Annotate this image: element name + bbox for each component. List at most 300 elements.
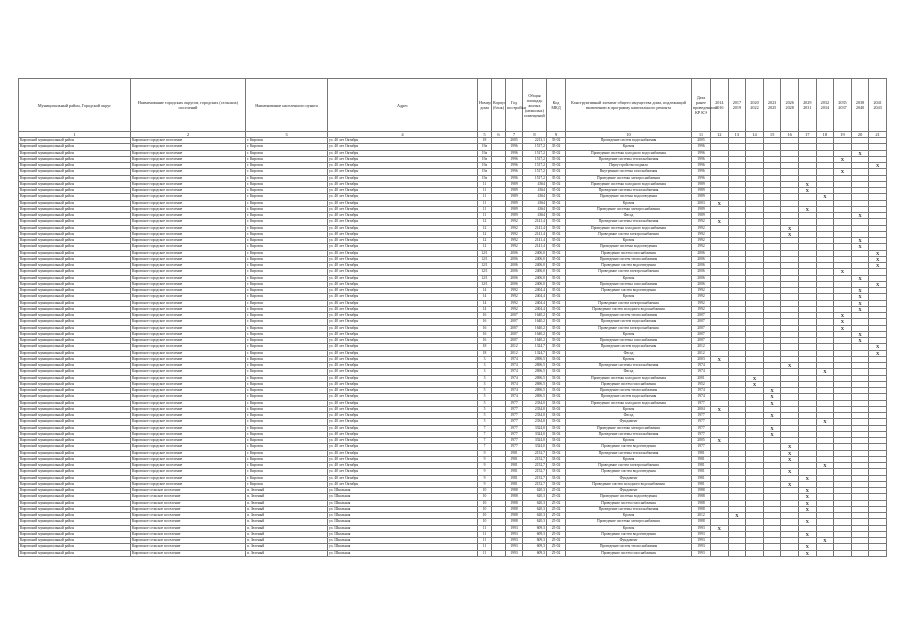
element-cell: Проведение системы теплоснабжения — [566, 188, 692, 194]
area-cell: 2406,0 — [523, 256, 547, 262]
settlement-cell: Кировское сельское поселение — [131, 500, 246, 506]
prev-repair-date-cell: 2007 — [692, 331, 711, 337]
area-cell: 4364 — [523, 194, 547, 200]
prev-repair-date-cell: 1992 — [692, 306, 711, 312]
house-number-cell: 14 — [478, 294, 492, 300]
mkd-code-cell: 35-02 — [547, 231, 566, 237]
column-header-7: Год постройки — [506, 79, 523, 132]
address-cell: ул. 40 лет Октября — [328, 356, 478, 362]
element-cell: Фасад — [566, 213, 692, 219]
settlement-cell: Кировское городское поселение — [131, 194, 246, 200]
address-cell: ул. 40 лет Октября — [328, 200, 478, 206]
area-cell: 620,3 — [523, 513, 547, 519]
element-cell: Проведение системы теплоснабжения — [566, 156, 692, 162]
settlement-cell: Кировское городское поселение — [131, 263, 246, 269]
element-cell: Проведение системы холодного водоснабжения — [566, 225, 692, 231]
element-cell: Проведение систем теплоснабжения — [566, 256, 692, 262]
mkd-code-cell: 33-02 — [547, 381, 566, 387]
settlement-cell: Кировское городское поселение — [131, 206, 246, 212]
period-cell: X — [798, 181, 816, 187]
house-number-cell: 11 — [478, 213, 492, 219]
period-cell: X — [851, 300, 869, 306]
period-cell — [851, 550, 869, 556]
column-header-6: Корпус (блок) — [492, 79, 506, 132]
mkd-code-cell: 25-02 — [547, 519, 566, 525]
build-year-cell: 2007 — [506, 325, 523, 331]
mkd-code-cell: 33-02 — [547, 356, 566, 362]
settlement-cell: Кировское сельское поселение — [131, 544, 246, 550]
area-cell: 2406,0 — [523, 250, 547, 256]
district-cell: Кировский муниципальный район — [19, 213, 131, 219]
area-cell: 1517,2 — [523, 156, 547, 162]
locality-cell: г. Кировск — [246, 263, 328, 269]
house-number-cell: 19а — [478, 163, 492, 169]
district-cell: Кировский муниципальный район — [19, 550, 131, 556]
table-body — [19, 138, 887, 557]
mkd-code-cell: 25-02 — [547, 494, 566, 500]
mkd-code-cell: 33-02 — [547, 438, 566, 444]
settlement-cell: Кировское городское поселение — [131, 431, 246, 437]
element-cell: Проведение системы теплоснабжения — [566, 219, 692, 225]
build-year-cell: 2006 — [506, 250, 523, 256]
mkd-code-cell: 33-02 — [547, 406, 566, 412]
build-year-cell: 1981 — [506, 450, 523, 456]
build-year-cell: 1992 — [506, 288, 523, 294]
column-header-19: 2035 2037 — [834, 79, 852, 132]
build-year-cell: 1974 — [506, 394, 523, 400]
element-cell: Проведение систем водоотведения — [566, 469, 692, 475]
house-number-cell: 11 — [478, 538, 492, 544]
address-cell: ул. 40 лет Октября — [328, 163, 478, 169]
build-year-cell: 1977 — [506, 419, 523, 425]
build-year-cell: 2012 — [506, 344, 523, 350]
locality-cell: г. Кировск — [246, 288, 328, 294]
address-cell: ул. 40 лет Октября — [328, 269, 478, 275]
mkd-code-cell: 35-02 — [547, 338, 566, 344]
building-block-cell — [492, 550, 506, 556]
area-cell: 2696,5 — [523, 394, 547, 400]
locality-cell: г. Кировск — [246, 181, 328, 187]
period-cell — [728, 550, 746, 556]
district-cell: Кировский муниципальный район — [19, 163, 131, 169]
period-cell: X — [834, 325, 852, 331]
element-cell: Проведение системы холодного водоснабжения — [566, 400, 692, 406]
build-year-cell: 2007 — [506, 331, 523, 337]
district-cell: Кировский муниципальный район — [19, 150, 131, 156]
column-number: 8 — [523, 132, 547, 138]
period-cell: X — [798, 544, 816, 550]
locality-cell: г. Кировск — [246, 200, 328, 206]
mkd-code-cell: 35-02 — [547, 281, 566, 287]
area-cell: 3324,0 — [523, 444, 547, 450]
house-number-cell: 9 — [478, 469, 492, 475]
address-cell: ул. 40 лет Октября — [328, 144, 478, 150]
house-number-cell: 18 — [478, 344, 492, 350]
prev-repair-date-cell: 2001 — [692, 375, 711, 381]
mkd-code-cell: 33-02 — [547, 431, 566, 437]
house-number-cell: 3 — [478, 356, 492, 362]
area-cell: 2334,0 — [523, 419, 547, 425]
period-cell: X — [851, 306, 869, 312]
district-cell: Кировский муниципальный район — [19, 363, 131, 369]
mkd-code-cell: 35-02 — [547, 150, 566, 156]
mkd-code-cell: 25-02 — [547, 525, 566, 531]
locality-cell: г. Кировск — [246, 219, 328, 225]
address-cell: ул. 40 лет Октября — [328, 319, 478, 325]
area-cell: 4364 — [523, 200, 547, 206]
area-cell: 3324,0 — [523, 438, 547, 444]
build-year-cell: 1981 — [506, 481, 523, 487]
house-number-cell: 14 — [478, 306, 492, 312]
column-number: 9 — [547, 132, 566, 138]
prev-repair-date-cell: 2003 — [692, 356, 711, 362]
address-cell: ул. 40 лет Октября — [328, 181, 478, 187]
period-cell: X — [869, 250, 887, 256]
prev-repair-date-cell: 1989 — [692, 213, 711, 219]
locality-cell: г. Кировск — [246, 356, 328, 362]
build-year-cell: 2006 — [506, 269, 523, 275]
mkd-code-cell: 35-02 — [547, 313, 566, 319]
district-cell: Кировский муниципальный район — [19, 413, 131, 419]
settlement-cell: Кировское городское поселение — [131, 300, 246, 306]
house-number-cell: 14 — [478, 300, 492, 306]
build-year-cell: 1988 — [506, 519, 523, 525]
area-cell: 2152,7 — [523, 475, 547, 481]
settlement-cell: Кировское городское поселение — [131, 469, 246, 475]
period-cell: X — [851, 294, 869, 300]
address-cell: ул. 40 лет Октября — [328, 206, 478, 212]
house-number-cell: 11 — [478, 181, 492, 187]
address-cell: ул. 40 лет Октября — [328, 213, 478, 219]
period-cell: X — [834, 319, 852, 325]
area-cell: 2152,7 — [523, 481, 547, 487]
column-number: 2 — [131, 132, 246, 138]
element-cell: Проведение систем электроснабжения — [566, 325, 692, 331]
prev-repair-date-cell: 1993 — [692, 544, 711, 550]
house-number-cell: 5 — [478, 406, 492, 412]
prev-repair-date-cell: 2006 — [692, 250, 711, 256]
settlement-cell: Кировское городское поселение — [131, 463, 246, 469]
mkd-code-cell: 33-02 — [547, 419, 566, 425]
area-cell: 1517,2 — [523, 144, 547, 150]
district-cell: Кировский муниципальный район — [19, 300, 131, 306]
locality-cell: п. Зеленый — [246, 544, 328, 550]
build-year-cell: 1993 — [506, 525, 523, 531]
build-year-cell: 1974 — [506, 388, 523, 394]
mkd-code-cell: 35-02 — [547, 275, 566, 281]
area-cell: 1640,2 — [523, 319, 547, 325]
district-cell: Кировский муниципальный район — [19, 500, 131, 506]
address-cell: ул. Школьная — [328, 544, 478, 550]
area-cell: 3324,0 — [523, 431, 547, 437]
mkd-code-cell: 35-02 — [547, 206, 566, 212]
period-cell: X — [711, 438, 729, 444]
mkd-code-cell: 35-02 — [547, 344, 566, 350]
element-cell: Проведение системы электроснабжения — [566, 519, 692, 525]
prev-repair-date-cell: 2005 — [692, 138, 711, 144]
district-cell: Кировский муниципальный район — [19, 219, 131, 225]
build-year-cell: 2012 — [506, 350, 523, 356]
column-number: 4 — [328, 132, 478, 138]
district-cell: Кировский муниципальный район — [19, 244, 131, 250]
area-cell: 2141,4 — [523, 225, 547, 231]
address-cell: ул. 40 лет Октября — [328, 481, 478, 487]
address-cell: ул. Школьная — [328, 519, 478, 525]
district-cell: Кировский муниципальный район — [19, 156, 131, 162]
mkd-code-cell: 35-02 — [547, 250, 566, 256]
prev-repair-date-cell: 1992 — [692, 225, 711, 231]
period-cell: X — [711, 200, 729, 206]
element-cell: Проведение систем электроснабжения — [566, 300, 692, 306]
settlement-cell: Кировское городское поселение — [131, 338, 246, 344]
district-cell: Кировский муниципальный район — [19, 250, 131, 256]
period-cell: X — [798, 506, 816, 512]
settlement-cell: Кировское городское поселение — [131, 450, 246, 456]
district-cell: Кировский муниципальный район — [19, 269, 131, 275]
settlement-cell: Кировское сельское поселение — [131, 538, 246, 544]
build-year-cell: 1993 — [506, 550, 523, 556]
build-year-cell: 1977 — [506, 400, 523, 406]
period-cell: X — [851, 238, 869, 244]
build-year-cell: 1989 — [506, 188, 523, 194]
prev-repair-date-cell: 1989 — [692, 194, 711, 200]
area-cell: 620,3 — [523, 494, 547, 500]
prev-repair-date-cell: 1977 — [692, 400, 711, 406]
period-cell — [763, 550, 781, 556]
period-cell: X — [869, 344, 887, 350]
settlement-cell: Кировское городское поселение — [131, 275, 246, 281]
district-cell: Кировский муниципальный район — [19, 481, 131, 487]
district-cell: Кировский муниципальный район — [19, 506, 131, 512]
column-header-3: Наименование населенного пункта — [246, 79, 328, 132]
prev-repair-date-cell: 1988 — [692, 519, 711, 525]
build-year-cell: 1989 — [506, 194, 523, 200]
settlement-cell: Кировское городское поселение — [131, 288, 246, 294]
mkd-code-cell: 35-02 — [547, 156, 566, 162]
build-year-cell: 1992 — [506, 225, 523, 231]
prev-repair-date-cell: 1996 — [692, 175, 711, 181]
period-cell: X — [798, 206, 816, 212]
prev-repair-date-cell: 1988 — [692, 506, 711, 512]
address-cell: ул. 40 лет Октября — [328, 175, 478, 181]
prev-repair-date-cell: 1977 — [692, 413, 711, 419]
area-cell: 4364 — [523, 188, 547, 194]
period-cell: X — [798, 488, 816, 494]
period-cell: X — [816, 463, 834, 469]
address-cell: ул. 40 лет Октября — [328, 463, 478, 469]
settlement-cell: Кировское городское поселение — [131, 281, 246, 287]
house-number-cell: 12 — [478, 238, 492, 244]
settlement-cell: Кировское городское поселение — [131, 231, 246, 237]
district-cell: Кировский муниципальный район — [19, 494, 131, 500]
house-number-cell: 16 — [478, 325, 492, 331]
build-year-cell: 2006 — [506, 263, 523, 269]
period-cell: X — [869, 350, 887, 356]
element-cell: Фундамент — [566, 475, 692, 481]
locality-cell: г. Кировск — [246, 406, 328, 412]
address-cell: ул. 40 лет Октября — [328, 338, 478, 344]
settlement-cell: Кировское городское поселение — [131, 163, 246, 169]
column-header-18: 2032 2034 — [816, 79, 834, 132]
address-cell: ул. 40 лет Октября — [328, 431, 478, 437]
build-year-cell: 1988 — [506, 500, 523, 506]
period-cell: X — [851, 244, 869, 250]
district-cell: Кировский муниципальный район — [19, 388, 131, 394]
address-cell: ул. 40 лет Октября — [328, 375, 478, 381]
build-year-cell: 1988 — [506, 494, 523, 500]
area-cell: 609,3 — [523, 531, 547, 537]
prev-repair-date-cell: 1981 — [692, 475, 711, 481]
district-cell: Кировский муниципальный район — [19, 206, 131, 212]
prev-repair-date-cell: 1974 — [692, 394, 711, 400]
settlement-cell: Кировское городское поселение — [131, 238, 246, 244]
build-year-cell: 1988 — [506, 488, 523, 494]
locality-cell: п. Зеленый — [246, 519, 328, 525]
prev-repair-date-cell: 1977 — [692, 419, 711, 425]
locality-cell: г. Кировск — [246, 481, 328, 487]
address-cell: ул. 40 лет Октября — [328, 281, 478, 287]
prev-repair-date-cell: 1974 — [692, 388, 711, 394]
area-cell: 1640,2 — [523, 338, 547, 344]
build-year-cell: 1981 — [506, 463, 523, 469]
build-year-cell: 1977 — [506, 438, 523, 444]
prev-repair-date-cell: 1981 — [692, 481, 711, 487]
mkd-code-cell: 35-02 — [547, 244, 566, 250]
element-cell: Проведение систем водоотведения — [566, 531, 692, 537]
settlement-cell: Кировское городское поселение — [131, 175, 246, 181]
settlement-cell: Кировское городское поселение — [131, 156, 246, 162]
column-number: 6 — [492, 132, 506, 138]
settlement-cell: Кировское городское поселение — [131, 375, 246, 381]
district-cell: Кировский муниципальный район — [19, 375, 131, 381]
address-cell: ул. 40 лет Октября — [328, 250, 478, 256]
build-year-cell: 1989 — [506, 200, 523, 206]
address-cell: ул. 40 лет Октября — [328, 244, 478, 250]
house-number-cell: 12 — [478, 219, 492, 225]
period-cell: X — [869, 281, 887, 287]
period-cell: X — [763, 431, 781, 437]
settlement-cell: Кировское городское поселение — [131, 438, 246, 444]
locality-cell: г. Кировск — [246, 188, 328, 194]
build-year-cell: 2007 — [506, 338, 523, 344]
settlement-cell: Кировское городское поселение — [131, 294, 246, 300]
element-cell: Проведение систем газоснабжения — [566, 250, 692, 256]
house-number-cell: 18 — [478, 350, 492, 356]
address-cell: ул. 40 лет Октября — [328, 450, 478, 456]
locality-cell: г. Кировск — [246, 375, 328, 381]
area-cell: 1640,2 — [523, 325, 547, 331]
settlement-cell: Кировское городское поселение — [131, 138, 246, 144]
house-number-cell: 5 — [478, 388, 492, 394]
column-number: 10 — [566, 132, 692, 138]
settlement-cell: Кировское городское поселение — [131, 400, 246, 406]
build-year-cell: 1988 — [506, 513, 523, 519]
mkd-code-cell: 35-02 — [547, 175, 566, 181]
prev-repair-date-cell: 2007 — [692, 319, 711, 325]
district-cell: Кировский муниципальный район — [19, 394, 131, 400]
area-cell: 2696,5 — [523, 369, 547, 375]
settlement-cell: Кировское сельское поселение — [131, 488, 246, 494]
area-cell: 2404,4 — [523, 306, 547, 312]
element-cell: Проведение систем газоснабжения — [566, 381, 692, 387]
element-cell: Кровля — [566, 294, 692, 300]
address-cell: ул. Школьная — [328, 488, 478, 494]
period-cell: X — [781, 231, 799, 237]
settlement-cell: Кировское городское поселение — [131, 356, 246, 362]
column-number: 11 — [692, 132, 711, 138]
column-number: 1 — [19, 132, 131, 138]
locality-cell: г. Кировск — [246, 394, 328, 400]
area-cell: 2141,4 — [523, 238, 547, 244]
locality-cell: г. Кировск — [246, 206, 328, 212]
element-cell: Проведение системы теплоснабжения — [566, 363, 692, 369]
area-cell: 1324,7 — [523, 350, 547, 356]
address-cell: ул. 40 лет Октября — [328, 263, 478, 269]
element-cell: Проведение систем газоснабжения — [566, 550, 692, 556]
area-cell: 2404,4 — [523, 294, 547, 300]
prev-repair-date-cell: 1974 — [692, 363, 711, 369]
area-cell: 2404,4 — [523, 288, 547, 294]
area-cell: 609,3 — [523, 550, 547, 556]
prev-repair-date-cell: 1996 — [692, 163, 711, 169]
area-cell: 1324,7 — [523, 344, 547, 350]
settlement-cell: Кировское городское поселение — [131, 325, 246, 331]
settlement-cell: Кировское городское поселение — [131, 150, 246, 156]
mkd-code-cell: 33-02 — [547, 400, 566, 406]
locality-cell: г. Кировск — [246, 244, 328, 250]
locality-cell: г. Кировск — [246, 425, 328, 431]
element-cell: Проведение систем теплоснабжения — [566, 313, 692, 319]
address-cell: ул. 40 лет Октября — [328, 150, 478, 156]
house-number-cell: 12/1 — [478, 263, 492, 269]
element-cell: Кровля — [566, 275, 692, 281]
element-cell: Проведение систем водоотведения — [566, 444, 692, 450]
house-number-cell: 9 — [478, 456, 492, 462]
settlement-cell: Кировское сельское поселение — [131, 550, 246, 556]
element-cell: Фундамент — [566, 488, 692, 494]
mkd-code-cell: 25-02 — [547, 531, 566, 537]
prev-repair-date-cell: 2004 — [692, 406, 711, 412]
period-cell: X — [851, 338, 869, 344]
mkd-code-cell: 33-02 — [547, 444, 566, 450]
table-row — [19, 550, 887, 556]
build-year-cell: 1988 — [506, 506, 523, 512]
period-cell: X — [798, 531, 816, 537]
element-cell: Проведение системы теплоснабжения — [566, 431, 692, 437]
district-cell: Кировский муниципальный район — [19, 538, 131, 544]
address-cell: ул. 40 лет Октября — [328, 231, 478, 237]
build-year-cell: 1981 — [506, 475, 523, 481]
area-cell: 2141,4 — [523, 244, 547, 250]
locality-cell: г. Кировск — [246, 275, 328, 281]
settlement-cell: Кировское городское поселение — [131, 425, 246, 431]
locality-cell: п. Зеленый — [246, 506, 328, 512]
house-number-cell: 19а — [478, 144, 492, 150]
address-cell: ул. 40 лет Октября — [328, 294, 478, 300]
column-header-15: 2023 2025 — [763, 79, 781, 132]
district-cell: Кировский муниципальный район — [19, 169, 131, 175]
locality-cell: п. Зеленый — [246, 494, 328, 500]
locality-cell: г. Кировск — [246, 344, 328, 350]
district-cell: Кировский муниципальный район — [19, 475, 131, 481]
district-cell: Кировский муниципальный район — [19, 381, 131, 387]
element-cell: Проведение систем водоотведения — [566, 288, 692, 294]
address-cell: ул. 40 лет Октября — [328, 456, 478, 462]
locality-cell: г. Кировск — [246, 381, 328, 387]
column-header-2: Наименование городских округов, городских (сельских) поселений — [131, 79, 246, 132]
settlement-cell: Кировское городское поселение — [131, 406, 246, 412]
locality-cell: г. Кировск — [246, 300, 328, 306]
